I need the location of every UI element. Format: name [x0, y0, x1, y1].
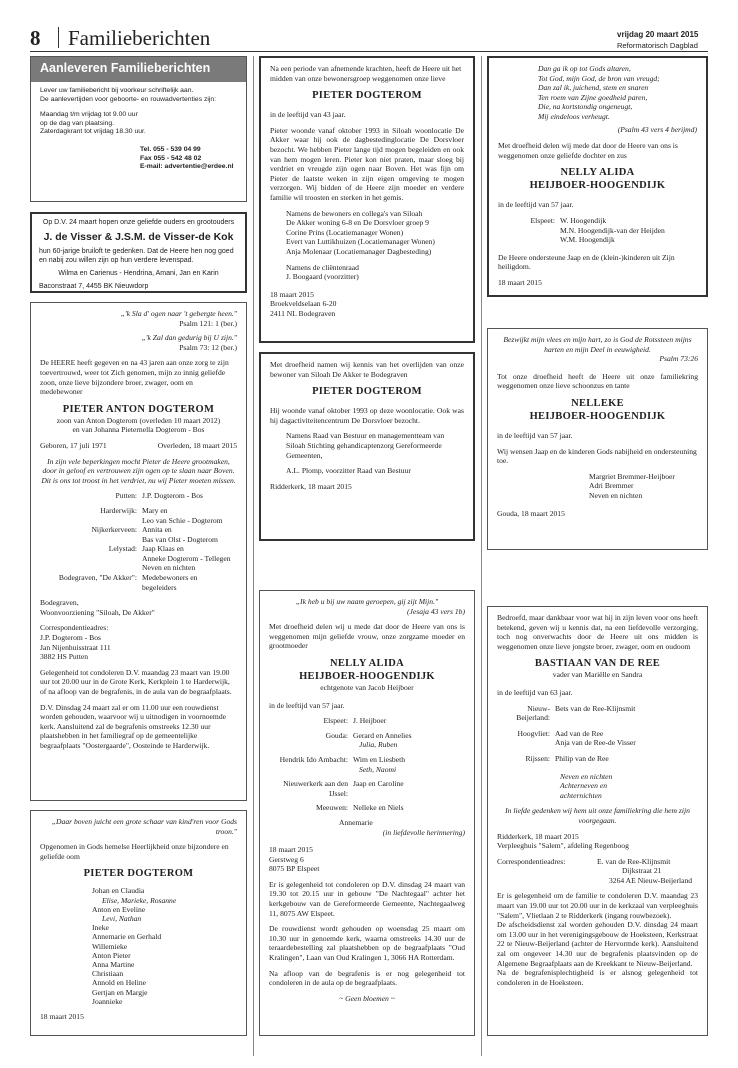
relative-name: M.N. Hoogendijk-van der Heijden: [560, 225, 665, 235]
body-text: Pieter woonde vanaf oktober 1993 in Siloah woonlocatie De Akker waar hij ook de dagbestedinglocatie De Dorsvloer bezocht. We hebben Pieter lange tijd mogen begeleiden en ook van hem mogen leren. Pieter kon niet praten, maar sloeg bij verdriet en vreugde zijn ogen naar Boven. Het was fijn om Pieter de laatste weken in zijn eigen omgeving te mogen verzorgen. Wij bidden of de Heere zijn moeder en verdere familie wil troosten en sterken in het gemis.: [270, 125, 464, 202]
relative-name: Neven en nichten: [142, 563, 196, 573]
obituary-pieter-board: [259, 352, 475, 541]
submission-line-3: Maandag t/m vrijdag tot 9.00 uur: [40, 111, 138, 119]
header-rule: [30, 51, 708, 52]
obituary-intro: Met droefheid namen wij kennis van het overlijden van onze bewoner van Siloah De Akker te Bodegraven: [270, 360, 464, 379]
address-city: 2411 NL Bodegraven: [270, 308, 336, 318]
relative-place: Nieuw-Beijerland:: [516, 703, 550, 723]
annemarie-note: (in liefdevolle herinnering): [382, 827, 465, 837]
age-line: in de leeftijd van 43 jaar.: [270, 110, 346, 120]
deceased-surname: HEIJBOER-HOOGENDIJK: [299, 670, 435, 682]
client-council: Namens de cliëntenraad: [286, 262, 359, 272]
nephew-name: Anna Martine: [92, 960, 135, 969]
obituary-nelleke: [487, 328, 708, 550]
deceased-name: PIETER DOGTEROM: [312, 90, 422, 102]
quote: „Daar boven juicht een grote schaar van kind'ren voor Gods troon.": [51, 817, 237, 836]
signer: Neven en nichten: [589, 490, 643, 500]
correspondence-street: Dijkstraat 21: [622, 866, 662, 876]
quote: „Ik heb u bij uw naam geroepen, gij zijt Mijn.": [295, 597, 439, 606]
quote-2-ref: Psalm 73: 12 (ber.): [179, 342, 237, 352]
submission-line-1: Lever uw familiebericht bij voorkeur schriftelijk aan.: [40, 87, 194, 94]
deceased-first-names: NELLY ALIDA: [560, 167, 635, 179]
relative-name: W.M. Hoogendijk: [560, 235, 615, 245]
sign-intro: Namens de bewoners en collega's van Siloah: [286, 208, 423, 218]
submission-info-title: Aanleveren Familieberichten: [31, 57, 246, 82]
deceased-name: PIETER DOGTEROM: [83, 868, 194, 880]
nephew-name: Gertjan en Margje: [92, 987, 148, 997]
body-text: Hij woonde vanaf oktober 1993 op deze woonlocatie. Ook was hij dagactiviteitencentrum De Dorsvloer bezocht.: [270, 406, 464, 425]
relative-place: Lelystad:: [108, 544, 137, 554]
relative-group: [269, 803, 465, 813]
obituary-pieter-nephews: [30, 810, 247, 1036]
spouse-line: echtgenote van Jacob Heijboer: [320, 682, 414, 692]
death-date: Overleden, 18 maart 2015: [157, 440, 237, 450]
page-number: 8: [30, 26, 41, 50]
obituary-pieter-siloah: [259, 56, 475, 343]
condolence-info: Er is gelegenheid om de familie te condoleren D.V. maandag 23 maart van 19.00 uur tot 20.00 uur in de kerkzaal van verpleeghuis "Salem", Vlietlaan 2 te Ridderkerk (ingang rouwbezoek).: [497, 891, 698, 920]
age-line: in de leeftijd van 57 jaar.: [498, 200, 574, 210]
annemarie: Annemarie: [339, 817, 373, 827]
obituary-bastiaan: [487, 606, 708, 1036]
deceased-name: PIETER ANTON DOGTEROM: [62, 403, 215, 415]
obituary-intro: Opgenomen in Gods hemelse Heerlijkheid onze bijzondere en geliefde oom: [40, 842, 229, 861]
signer: Evert van Luttikhuizen (Locatiemanager Wonen): [286, 237, 435, 247]
quote-1: „'k Sla d' ogen naar 't gebergte heen.": [120, 309, 237, 318]
quote-1-ref: Psalm 121: 1 (ber.): [179, 318, 237, 328]
anniversary-address: Baconstraat 7, 4455 BK Nieuwdorp: [39, 283, 149, 290]
issue-date: vrijdag 20 maart 2015: [617, 30, 699, 39]
deceased-first-name: NELLEKE: [571, 397, 624, 409]
no-flowers: ~ Geen bloemen ~: [339, 993, 395, 1003]
column-rule-1: [253, 56, 254, 1056]
residence-line-2: Woonvoorziening "Siloah, De Akker": [40, 607, 155, 617]
relative-name: Anja van de Ree-de Visser: [555, 738, 636, 748]
nephew-name: Willemieke: [92, 941, 128, 951]
condolence-info: Er is gelegenheid tot condoleren op D.V. dinsdag 24 maart van 19.30 tot 20.15 uur in gebouw "De Nachtegaal" achter het kerkgebouw van de Gereformeerde Gemeente, Nachtegaalweg 11, 8075 AW Elspeet.: [269, 879, 465, 918]
ad-date: Ridderkerk, 18 maart 2015: [270, 481, 352, 491]
memorial-text: In liefde gedenken wij hem uit onze familiekring die hem zijn voorgegaan.: [505, 806, 690, 825]
relative-name: Gerard en Annelies: [353, 730, 412, 740]
signer: De Akker woning 6-8 en De Dorsvloer groep 9: [286, 218, 429, 228]
quote: Bezwijkt mijn vlees en mijn hart, zo is God de Rotssteen mijns harten en mijn Deel in eeuwigheid.: [503, 335, 692, 354]
obituary-intro: Met droefheid delen wij mede dat door de Heere van ons is weggenomen onze geliefde dochter en zus: [498, 141, 678, 160]
newspaper-name: Reformatorisch Dagblad: [617, 41, 698, 50]
anniversary-text-2: en nabij zou willen zijn op hun verdere levenspad.: [39, 257, 194, 264]
relative-name: Wim en Liesbeth: [353, 754, 405, 764]
relative-name: Medebewoners en: [142, 573, 198, 583]
signer: Corine Prins (Locatiemanager Wonen): [286, 227, 404, 237]
quote-ref: (Jesaja 43 vers 1b): [407, 606, 465, 616]
signer: Adri Bremmer: [589, 481, 634, 491]
deceased-surname: HEIJBOER-HOOGENDIJK: [529, 410, 666, 422]
ad-date: Gouda, 18 maart 2015: [497, 508, 565, 518]
header-divider: [58, 27, 59, 48]
relative-place: Putten:: [115, 491, 137, 501]
section-title: Familieberichten: [68, 26, 211, 50]
relative-name: Mary en: [142, 505, 168, 515]
sign-intro: Namens Raad van Bestuur en managementteam van Siloah Stichting gehandicaptenzorg Gereformeerde Gemeenten,: [286, 431, 445, 460]
quote-2: „'k Zal dan gedurig bij U zijn.": [141, 333, 237, 343]
obituary-intro: De HEERE heeft gegeven en na 43 jaren aan onze zorg te zijn toevertrouwd, weer tot Zich genomen, mijn zo innig geliefde zoon, onze lieve bijzondere broer, zwager, oom en medebewoner: [40, 358, 229, 397]
deceased-surname: HEIJBOER-HOOGENDIJK: [529, 180, 666, 192]
deceased-name: PIETER DOGTEROM: [312, 386, 422, 398]
relative-name: W. Hoogendijk: [560, 215, 607, 225]
nephew-name: Christiaan: [92, 969, 124, 979]
nephews-line: Neven en nichten: [560, 771, 613, 781]
anniversary-text-1: hun 60-jarige bruiloft te gedenken. Dat de Heere hen nog goed: [39, 248, 234, 255]
correspondence-label: Correspondentieadres:: [497, 856, 566, 866]
correspondence-name: E. van de Ree-Klijnsmit: [597, 856, 671, 866]
relative-name: Julia, Ruben: [359, 740, 398, 750]
obituary-intro: Na een periode van afnemende krachten, heeft de Heere uit het midden van onze bewonersgroep weggenomen onze lieve: [270, 64, 462, 83]
ad-date: 18 maart 2015: [269, 845, 313, 855]
son-of-line: zoon van Anton Dogterom (overleden 10 maart 2012): [56, 415, 221, 425]
chair: J. Boogaard (voorzitter): [286, 272, 359, 282]
correspondence-city: 3882 HS Putten: [40, 652, 89, 662]
submission-line-5: Zaterdagkrant tot vrijdag 18.30 uur.: [40, 128, 146, 136]
submission-fax: Fax 055 - 542 48 02: [140, 154, 202, 162]
signer: Anja Molenaar (Locatiemanager Dagbesteding): [286, 246, 432, 256]
condolence-info: Gelegenheid tot condoleren D.V. maandag 23 maart van 19.00 uur tot 20.00 uur in de Grote Kerk, Kerkplein 1 te Harderwijk, of na afloop van de begrafenis, in de aula van de begraafplaats.: [40, 667, 232, 696]
submission-phone: Tel. 055 - 539 04 99: [140, 145, 201, 153]
verse-line: Dan zal ik, juichend, stem en snaren: [538, 83, 649, 93]
correspondence-street: Jan Nijenhuisstraat 111: [40, 642, 111, 652]
address-city: 8075 BP Elspeet: [269, 864, 320, 874]
relative-place: Gouda:: [325, 730, 348, 740]
ad-date: Ridderkerk, 18 maart 2015: [497, 831, 579, 841]
nephew-name: Johan en Claudia: [92, 886, 145, 896]
verse-line: Die, na kortstondig ongeneugt,: [538, 102, 633, 112]
submission-line-2: De aanlevertijden voor geboorte- en rouwadvertenties zijn:: [40, 95, 217, 103]
relative-name: Philip van de Ree: [555, 753, 609, 763]
relative-name: Anneke Dogterom - Tellegen: [142, 553, 231, 563]
relative-name: Jaap en Caroline: [353, 779, 404, 789]
verse-ref: (Psalm 43 vers 4 berijmd): [617, 124, 697, 134]
relatives-list: [269, 716, 465, 813]
verse-line: Tot God, mijn God, de bron van vreugd;: [538, 73, 660, 83]
obituary-nelly-family: [259, 590, 475, 1036]
relatives-list: [40, 491, 237, 592]
service-info: De afscheidsdienst zal worden gehouden D.V. dinsdag 24 maart om 13.00 uur in het verenigingsgebouw de Hoeksteen, Kerkstraat 22 te Nieuw-Beijerland (achter de Hervormde kerk). Aansluitend zal om ongeveer 14.30 uur de begrafenis plaatsvinden op de Algemene Begraafplaats aan de Kreekkant te Nieuw-Beijerland.: [497, 920, 698, 968]
body-text: Wij wensen Jaap en de kinderen Gods nabijheid en ondersteuning toe.: [497, 446, 697, 466]
relative-place: Elspeet:: [530, 215, 555, 225]
relative-name: Annita en: [142, 525, 172, 535]
relative-group: [269, 755, 465, 774]
deceased-name: BASTIAAN VAN DE REE: [534, 658, 661, 670]
submission-info-box: [30, 56, 247, 202]
relative-group: [269, 716, 465, 726]
correspondence-name: J.P. Dogterom - Bos: [40, 633, 101, 643]
relative-name: Leo van Schie - Dogterom: [142, 515, 223, 525]
nephews-line: Achterneven en: [560, 781, 608, 791]
ad-date: 18 maart 2015: [40, 1012, 84, 1022]
relative-name: Nelleke en Niels: [353, 803, 404, 813]
nephew-name: Anton en Eveline: [92, 904, 146, 914]
nephew-name: Joannieke: [92, 996, 123, 1006]
obituary-pieter-anton-family: [30, 302, 247, 801]
relative-place: Bodegraven, "De Akker":: [58, 573, 137, 583]
relative-place: Meeuwen:: [315, 803, 348, 813]
verse-line: Dan ga ik op tot Gods altaren,: [538, 64, 631, 73]
relative-name: J.P. Dogterom - Bos: [142, 491, 203, 501]
age-line: in de leeftijd van 57 jaar.: [269, 700, 345, 710]
relative-place: Nijkerkerveen:: [91, 525, 137, 535]
submission-line-4: op de dag van plaatsing.: [40, 119, 115, 127]
ad-date: 18 maart 2015: [498, 277, 542, 287]
submission-email-link[interactable]: E-mail: advertentie@erdee.nl: [140, 163, 234, 171]
obituary-intro: Bedroefd, maar dankbaar voor wat hij in zijn leven voor ons heeft betekend, geven wij u kennis dat, na een liefdevolle verzorging, toch nog onverwachts door de Heere uit ons midden is weggenomen onze lieve jongste broer, zwager, oom en oudoom: [497, 613, 698, 651]
nephew-name: Annold en Heline: [92, 978, 146, 988]
ad-date: 18 maart 2015: [270, 289, 314, 299]
nursing-home: Verpleeghuis "Salem", afdeling Regenboog: [497, 841, 629, 851]
nephews-list: [40, 886, 237, 1006]
obituary-nelly-siblings: [487, 56, 708, 297]
relative-place: Rijssen:: [525, 753, 550, 763]
verse-line: Mij eindeloos verheugt.: [538, 111, 610, 121]
funeral-info: D.V. Dinsdag 24 maart zal er om 11.00 uur een rouwdienst worden gehouden, waarvoor wij u uitnodigen in voornoemde kerk. Aansluitend zal de begrafenis omstreeks 12.30 uur plaatshebben in het familiegraf op de gemeentelijke begraafplaats "Oostergaarde", Oosteinde te Harderwijk.: [40, 702, 227, 750]
nephew-name: Elise, Marieke, Rosanne: [102, 895, 177, 905]
residence-line-1: Bodegraven,: [40, 598, 79, 608]
nephew-name: Ineke: [92, 923, 109, 933]
relative-name: Seth, Naomi: [359, 764, 397, 774]
nephew-name: Annemarie en Gerhald: [92, 932, 162, 942]
quote-ref: Psalm 73:26: [659, 354, 698, 364]
correspondence-city: 3264 AE Nieuw-Beijerland: [609, 875, 693, 885]
deceased-first-names: NELLY ALIDA: [329, 657, 404, 669]
relative-place: Hendrik Ido Ambacht:: [279, 754, 348, 764]
relative-name: J. Heijboer: [353, 716, 387, 726]
nephew-name: Anton Pieter: [92, 950, 131, 960]
relative-name: Aad van de Ree: [555, 728, 604, 738]
relative-group: [269, 779, 465, 798]
service-info: De rouwdienst wordt gehouden op woensdag 25 maart om 10.30 uur in genoemde kerk, waarna omstreeks 14.30 uur de teraardebestelling zal plaatshebben op de begraafplaats "Oud Kralingen", Laan van Oud Kralingen 1, 3066 HA Rotterdam.: [269, 924, 465, 963]
and-of-line: en van Johanna Pieternella Dogterom - Bos: [72, 425, 205, 435]
relative-name: begeleiders: [142, 582, 177, 592]
anniversary-intro: Op D.V. 24 maart hopen onze geliefde ouders en grootouders: [42, 219, 235, 226]
verse-line: Ten roem van Zijne goedheid paren,: [538, 92, 648, 102]
signer: Margriet Bremmer-Heijboer: [589, 471, 675, 481]
closing-text: De Heere ondersteune Jaap en de (klein-)kinderen uit Zijn heiligdom.: [498, 252, 675, 272]
age-line: in de leeftijd van 57 jaar.: [497, 430, 573, 440]
relative-place: Nieuwerkerk aan den IJssel:: [283, 779, 348, 798]
relative-name: Bas van Olst - Dogterom: [142, 534, 218, 544]
anniversary-children: Wilma en Carienus - Hendrina, Amani, Jan en Karin: [58, 270, 219, 277]
relative-place: Elspeet:: [323, 716, 348, 726]
memorial-text: In zijn vele beperkingen mocht Pieter de Heere grootmaken, door in geloof en vertrouwen zijn ogen op te slaan naar Boven. Dit is ons tot troost in het verdriet, nu wij Pieter moeten missen.: [41, 456, 236, 485]
after-info: Na de begrafenisplechtigheid is er alsnog gelegenheid tot condoleren in de Hoeksteen.: [497, 968, 698, 987]
after-info: Na afloop van de begrafenis is er nog gelegenheid tot condoleren in de aula op de begraafplaats.: [269, 968, 465, 988]
relative-name: Jaap Klaas en: [142, 544, 184, 554]
parents-line: vader van Mariëlle en Sandra: [552, 670, 643, 680]
nephew-name: Levi, Nathan: [102, 913, 142, 923]
nephews-line: achternichten: [560, 790, 602, 800]
relative-group: [269, 731, 465, 750]
signer: A.L. Plomp, voorzitter Raad van Bestuur: [286, 466, 411, 476]
anniversary-names: J. de Visser & J.S.M. de Visser-de Kok: [43, 231, 234, 243]
relative-place: Harderwijk:: [100, 505, 137, 515]
birth-date: Geboren, 17 juli 1971: [40, 440, 107, 450]
relative-place: Hoogvliet:: [517, 728, 550, 738]
anniversary-ad: [30, 212, 247, 293]
age-line: in de leeftijd van 63 jaar.: [497, 687, 573, 697]
obituary-intro: Tot onze droefheid heeft de Heere uit onze familiekring weggenomen onze lieve schoonzus en tante: [497, 371, 698, 391]
obituary-intro: Met droefheid delen wij u mede dat door de Heere van ons is weggenomen mijn geliefde vrouw, onze zorgzame moeder en grootmoeder: [269, 622, 465, 651]
address-street: Gerstweg 6: [269, 854, 304, 864]
correspondence-label: Correspondentieadres:: [40, 623, 109, 633]
relative-name: Bets van de Ree-Klijnsmit: [555, 703, 636, 713]
address-street: Broekveldselaan 6-20: [270, 299, 337, 309]
column-rule-2: [481, 56, 482, 1056]
